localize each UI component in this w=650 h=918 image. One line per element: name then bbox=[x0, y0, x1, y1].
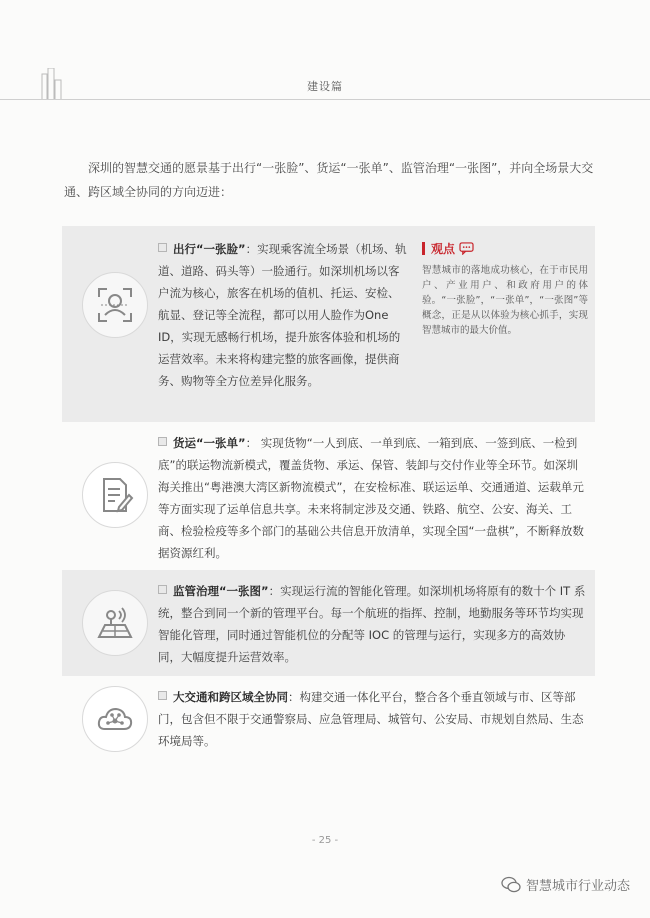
document-edit-icon bbox=[82, 462, 148, 528]
map-signal-icon bbox=[82, 590, 148, 656]
viewpoint-box bbox=[422, 240, 588, 338]
bullet-icon bbox=[158, 691, 167, 700]
item-body: ：实现乘客流全场景（机场、轨道、道路、码头等）一脸通行。如深圳机场以客户流为核心，旅客在机场的值机、托运、安检、航显、登记等全流程，都可以用人脸作为One ID，实现无感畅行机场，提升旅客体验和机场的运营效率。未来将构建完整的旅客画像，提供商务、购物等全方位差异化服务。 bbox=[158, 242, 407, 388]
watermark-text: 智慧城市行业动态 bbox=[525, 879, 630, 894]
header-divider bbox=[0, 99, 650, 100]
item-title: 货运“一张单” bbox=[173, 436, 246, 450]
item-title: 监管治理“一张图” bbox=[173, 584, 269, 598]
page-number: - 25 - bbox=[311, 835, 339, 846]
item-body: ：实现运行流的智能化管理。如深圳机场将原有的数十个 IT 系统，整合到同一个新的管理平台。每一个航班的指挥、控制，地勤服务等环节均实现智能化管理，同时通过智能机位的分配等 IOC 的管理与运行，实现多方的高效协同，大幅度提升运营效率。 bbox=[158, 584, 586, 664]
item-title: 出行“一张脸” bbox=[173, 242, 246, 256]
viewpoint-body: 智慧城市的落地成功核心，在于市民用户、产业用户、和政府用户的体验。“一张脸”，“一张单”，“一张图”等概念，正是从以体验为核心抓手，实现智慧城市的最大价值。 bbox=[422, 265, 588, 336]
face-scan-icon bbox=[82, 272, 148, 338]
section-title: 建设篇 bbox=[307, 80, 343, 93]
viewpoint-heading bbox=[422, 240, 588, 257]
accent-bar bbox=[422, 242, 425, 255]
item-text-cargo bbox=[158, 432, 588, 564]
bullet-icon bbox=[158, 243, 167, 252]
bullet-icon bbox=[158, 437, 167, 446]
watermark bbox=[501, 875, 630, 894]
comment-icon bbox=[459, 242, 474, 255]
viewpoint-label: 观点 bbox=[431, 242, 456, 256]
item-text-coordination bbox=[158, 686, 588, 752]
item-title: 大交通和跨区域全协同 bbox=[173, 690, 288, 704]
item-text-face bbox=[158, 238, 410, 392]
item-text-supervision bbox=[158, 580, 588, 668]
item-body: ： 实现货物“一人到底、一单到底、一箱到底、一签到底、一检到底”的联运物流新模式，覆盖货物、承运、保管、装卸与交付作业等全环节。如深圳海关推出“粤港澳大湾区新物流模式”，在安检标准、联运运单、交通通道、运载单元等方面实现了运单信息共享。未来将制定涉及交通、铁路、航空、公安、海关、工商、检验检疫等多个部门的基础公共信息开放清单，实现全国“一盘棋”，不断释放数据资源红利。 bbox=[158, 436, 584, 560]
intro-paragraph: 深圳的智慧交通的愿景基于出行“一张脸”、货运“一张单”、监管治理“一张图”，并向全场景大交通、跨区域全协同的方向迈进： bbox=[64, 161, 594, 199]
bullet-icon bbox=[158, 585, 167, 594]
item-body: ：构建交通一体化平台，整合各个垂直领域与市、区等部门，包含但不限于交通警察局、应急管理局、城管句、公安局、市规划自然局、生态环境局等。 bbox=[158, 690, 584, 748]
wechat-icon bbox=[501, 876, 521, 894]
cloud-network-icon bbox=[82, 686, 148, 752]
